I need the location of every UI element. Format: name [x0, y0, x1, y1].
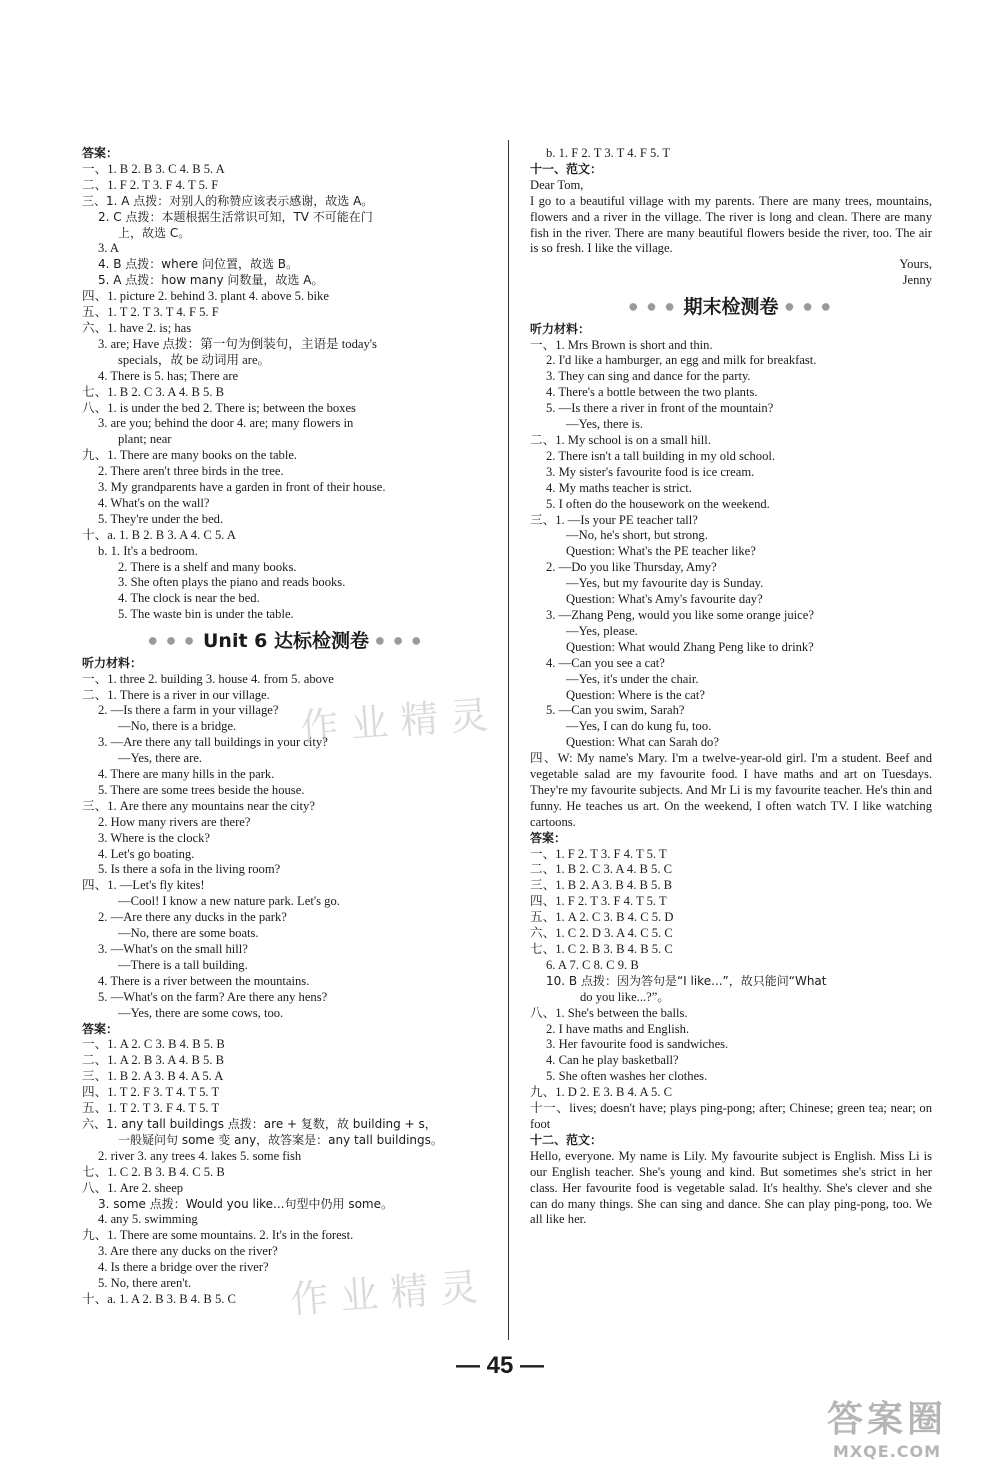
text-line: —Yes, there are. — [118, 751, 203, 766]
text-line: 2. There aren't three birds in the tree. — [98, 464, 284, 479]
text-line: 2. —Do you like Thursday, Amy? — [546, 560, 717, 575]
text-line: 九、1. There are some mountains. 2. It's in the forest. — [82, 1228, 354, 1243]
text-line: 一、1. B 2. B 3. C 4. B 5. A — [82, 161, 225, 176]
text-line: 3. My sister's favourite food is ice cream. — [546, 464, 755, 479]
text-line: 二、1. There is a river in our village. — [82, 687, 270, 702]
section-heading-text: Unit 6 达标检测卷 — [203, 630, 369, 653]
text-line: Jenny — [902, 273, 932, 288]
text-line: 5. A 点拨：how many 问数量，故选 A。 — [98, 273, 324, 288]
text-line: b. 1. It's a bedroom. — [98, 543, 198, 558]
text-line: 二、1. My school is on a small hill. — [530, 433, 711, 447]
text-line: 5. They're under the bed. — [98, 511, 224, 526]
text-line: 3. are; Have 点拨：第一句为倒装句，主语是 today's — [98, 336, 377, 351]
text-line: 一、1. A 2. C 3. B 4. B 5. B — [82, 1037, 225, 1052]
text-line: 三、1. A 点拨：对别人的称赞应该表示感谢，故选 A。 — [82, 193, 374, 208]
text-line: 六、1. have 2. is; has — [82, 320, 192, 335]
text-line: —Cool! I know a new nature park. Let's go. — [118, 894, 340, 909]
text-line: 答案： — [530, 830, 567, 845]
text-line: 三、1. B 2. A 3. B 4. B 5. B — [530, 878, 673, 893]
text-line: 4. What's on the wall? — [98, 495, 210, 510]
text-line: 四、1. —Let's fly kites! — [82, 878, 205, 893]
text-line: 2. —Is there a farm in your village? — [98, 703, 279, 718]
text-line: Question: Where is the cat? — [566, 687, 705, 702]
text-line: 六、1. C 2. D 3. A 4. C 5. C — [530, 926, 673, 941]
text-line: 4. Let's go boating. — [98, 846, 195, 861]
section-heading — [530, 289, 932, 322]
text-line: 5. I often do the housework on the weekend. — [546, 496, 770, 511]
text-line: Question: What can Sarah do? — [566, 735, 719, 750]
text-line: Yours, — [899, 257, 932, 272]
text-line: 3. My grandparents have a garden in front of their house. — [98, 480, 386, 495]
text-line: 4. There's a bottle between the two plants. — [546, 385, 758, 400]
text-line: 4. The clock is near the bed. — [118, 591, 260, 606]
right-column — [530, 146, 932, 1228]
text-line: 3. —Are there any tall buildings in your city? — [98, 735, 328, 750]
text-line: 5. The waste bin is under the table. — [118, 607, 294, 622]
text-line: 十二、范文： — [530, 1132, 603, 1147]
corner-logo-bottom: MXQE.COM — [832, 1442, 942, 1461]
text-line: 5. —Can you swim, Sarah? — [546, 703, 685, 718]
text-line: 十、a. 1. A 2. B 3. B 4. B 5. C — [82, 1291, 236, 1306]
text-line: I go to a beautiful village with my parents. There are many trees, mountains, flowers and a river in the village. The river is long and clean. There are many fish in the river. There are many beautiful flowers beside the river, too. The air is so fresh. I like the village. — [530, 193, 932, 256]
text-line: 3. Her favourite food is sandwiches. — [546, 1037, 729, 1052]
text-line: —No, there is a bridge. — [118, 719, 237, 734]
text-line: Question: What would Zhang Peng like to drink? — [566, 639, 814, 654]
section-heading — [82, 623, 490, 656]
text-line: 4. B 点拨：where 问位置，故选 B。 — [98, 257, 299, 272]
text-line: do you like...?”。 — [580, 989, 670, 1004]
text-line: —No, there are some boats. — [118, 926, 259, 941]
text-line: plant; near — [118, 432, 172, 447]
text-line: 4. any 5. swimming — [98, 1212, 198, 1227]
text-line: 八、1. Are 2. sheep — [82, 1180, 184, 1195]
text-line: 5. She often washes her clothes. — [546, 1069, 708, 1084]
text-line: 七、1. C 2. B 3. B 4. B 5. C — [530, 942, 673, 956]
text-line: 2. C 点拨：本题根据生活常识可知，TV 不可能在门 — [98, 209, 373, 224]
text-line: —Yes, there are some cows, too. — [118, 1005, 284, 1020]
page-number: — 45 — — [455, 1352, 545, 1379]
text-line: 九、1. There are many books on the table. — [82, 448, 298, 463]
text-line: 二、1. A 2. B 3. A 4. B 5. B — [82, 1053, 225, 1068]
text-line: 5. —What's on the farm? Are there any hens? — [98, 989, 328, 1004]
text-line: 3. Where is the clock? — [98, 830, 211, 845]
text-line: 答案： — [82, 146, 119, 160]
heading-dots-right: ● ● ● — [369, 635, 424, 647]
text-line: 四、1. picture 2. behind 3. plant 4. above 5. bike — [82, 289, 329, 304]
text-line: b. 1. F 2. T 3. T 4. F 5. T — [546, 146, 671, 160]
text-line: 五、1. A 2. C 3. B 4. C 5. D — [530, 910, 674, 925]
text-line: 3. some 点拨：Would you like...句型中仍用 some。 — [98, 1196, 393, 1211]
text-line: 八、1. She's between the balls. — [530, 1005, 688, 1020]
text-line: 四、1. T 2. F 3. T 4. T 5. T — [82, 1085, 220, 1100]
text-line: 4. There are many hills in the park. — [98, 767, 275, 782]
text-line: 三、1. Are there any mountains near the city? — [82, 798, 315, 813]
text-line: 5. Is there a sofa in the living room? — [98, 862, 281, 877]
heading-dots-left: ● ● ● — [148, 635, 203, 647]
text-line: 5. No, there aren't. — [98, 1276, 192, 1291]
text-line: —Yes, I can do kung fu, too. — [566, 719, 712, 734]
text-line: 一、1. Mrs Brown is short and thin. — [530, 337, 713, 352]
corner-logo — [792, 1391, 982, 1461]
text-line: 十一、范文： — [530, 161, 603, 176]
text-line: 2. There isn't a tall building in my old school. — [546, 448, 776, 463]
text-line: specials，故 be 动词用 are。 — [118, 352, 271, 367]
text-line: 听力材料： — [530, 321, 591, 336]
text-line: 3. She often plays the piano and reads books. — [118, 575, 346, 590]
text-line: 5. There are some trees beside the house. — [98, 782, 305, 797]
text-line: Question: What's Amy's favourite day? — [566, 592, 763, 607]
text-line: 九、1. D 2. E 3. B 4. A 5. C — [530, 1085, 673, 1100]
text-line: 听力材料： — [82, 655, 143, 670]
text-line: 3. They can sing and dance for the party. — [546, 369, 751, 384]
text-line: 一、1. three 2. building 3. house 4. from 5. above — [82, 671, 334, 686]
text-line: 一般疑问句 some 变 any，故答案是：any tall buildings。 — [118, 1132, 443, 1147]
text-line: 十、a. 1. B 2. B 3. A 4. C 5. A — [82, 527, 236, 542]
text-line: 10. B 点拨：因为答句是“I like...”，故只能问“What — [546, 973, 827, 988]
text-line: 七、1. B 2. C 3. A 4. B 5. B — [82, 384, 225, 399]
text-line: 4. There is 5. has; There are — [98, 368, 239, 383]
text-line: 3. —What's on the small hill? — [98, 942, 248, 956]
text-line: 四、W: My name's Mary. I'm a twelve-year-old girl. I'm a student. Beef and vegetable salad are my favourite food. I have maths and art on Tuesdays. They're my favourite subjects. And Mr Li is my favourite teacher. He's thin and funny. He teaches us art. On the weekend, I often watch TV. I like watching cartoons. — [530, 751, 932, 829]
text-line: 4. My maths teacher is strict. — [546, 480, 692, 495]
text-line: 2. There is a shelf and many books. — [118, 559, 297, 574]
text-line: Hello, everyone. My name is Lily. My favourite subject is English. Miss Li is our English teacher. She's young and kind. But sometimes she's strict in her class. Her favourite food is vegetable salad. It's healthy. She's clever and she can do many things. She can sing and dance. She can play ping-pong, too. We all like her. — [530, 1148, 932, 1227]
text-line: 4. Is there a bridge over the river? — [98, 1260, 269, 1275]
text-line: 一、1. F 2. T 3. F 4. T 5. T — [530, 846, 667, 861]
text-line: 3. are you; behind the door 4. are; many flowers in — [98, 416, 354, 431]
text-line: —Yes, please. — [566, 623, 638, 638]
text-line: 三、1. —Is your PE teacher tall? — [530, 512, 698, 527]
text-line: 上，故选 C。 — [118, 225, 191, 240]
text-line: 十一、lives; doesn't have; plays ping-pong; after; Chinese; green tea; near; on foot — [530, 1101, 932, 1131]
column-divider — [508, 140, 509, 1340]
text-line: 三、1. B 2. A 3. B 4. A 5. A — [82, 1069, 224, 1084]
text-line: Question: What's the PE teacher like? — [566, 544, 756, 559]
text-line: 4. There is a river between the mountains. — [98, 973, 310, 988]
watermark-text: 作业精灵 — [298, 692, 502, 750]
text-line: 七、1. C 2. B 3. B 4. C 5. B — [82, 1164, 225, 1179]
heading-dots-left: ● ● ● — [628, 301, 684, 313]
text-line: —Yes, it's under the chair. — [566, 671, 699, 686]
corner-logo-top: 答案圈 — [826, 1399, 947, 1440]
text-line: 2. How many rivers are there? — [98, 814, 251, 829]
text-line: 四、1. F 2. T 3. F 4. T 5. T — [530, 894, 667, 909]
text-line: 2. I'd like a hamburger, an egg and milk for breakfast. — [546, 353, 817, 368]
text-line: 2. —Are there any ducks in the park? — [98, 910, 287, 925]
text-line: 4. Can he play basketball? — [546, 1053, 679, 1068]
text-line: 4. —Can you see a cat? — [546, 655, 665, 670]
text-line: —Yes, there is. — [566, 417, 644, 432]
text-line: 2. river 3. any trees 4. lakes 5. some fish — [98, 1148, 302, 1163]
text-line: 2. I have maths and English. — [546, 1021, 690, 1036]
heading-dots-right: ● ● ● — [778, 301, 834, 313]
text-line: 二、1. F 2. T 3. F 4. T 5. F — [82, 177, 219, 192]
text-line: 八、1. is under the bed 2. There is; between the boxes — [82, 400, 356, 415]
text-line: 五、1. T 2. T 3. T 4. F 5. F — [82, 305, 219, 320]
text-line: 5. —Is there a river in front of the mountain? — [546, 401, 774, 416]
text-line: 六、1. any tall buildings 点拨：are + 复数，故 building + s， — [82, 1116, 437, 1131]
text-line: Dear Tom, — [530, 177, 584, 192]
text-line: —Yes, but my favourite day is Sunday. — [566, 576, 764, 591]
text-line: 3. Are there any ducks on the river? — [98, 1244, 278, 1259]
text-line: 3. —Zhang Peng, would you like some orange juice? — [546, 607, 814, 622]
text-line: —No, he's short, but strong. — [566, 528, 708, 543]
text-line: —There is a tall building. — [118, 957, 248, 972]
watermark-text: 作业精灵 — [288, 1264, 492, 1322]
text-line: 二、1. B 2. C 3. A 4. B 5. C — [530, 862, 673, 877]
text-line: 五、1. T 2. T 3. F 4. T 5. T — [82, 1101, 220, 1116]
text-line: 答案： — [82, 1021, 119, 1036]
text-line: 6. A 7. C 8. C 9. B — [546, 957, 639, 972]
section-heading-text: 期末检测卷 — [683, 296, 779, 319]
text-line: 3. A — [98, 241, 119, 256]
